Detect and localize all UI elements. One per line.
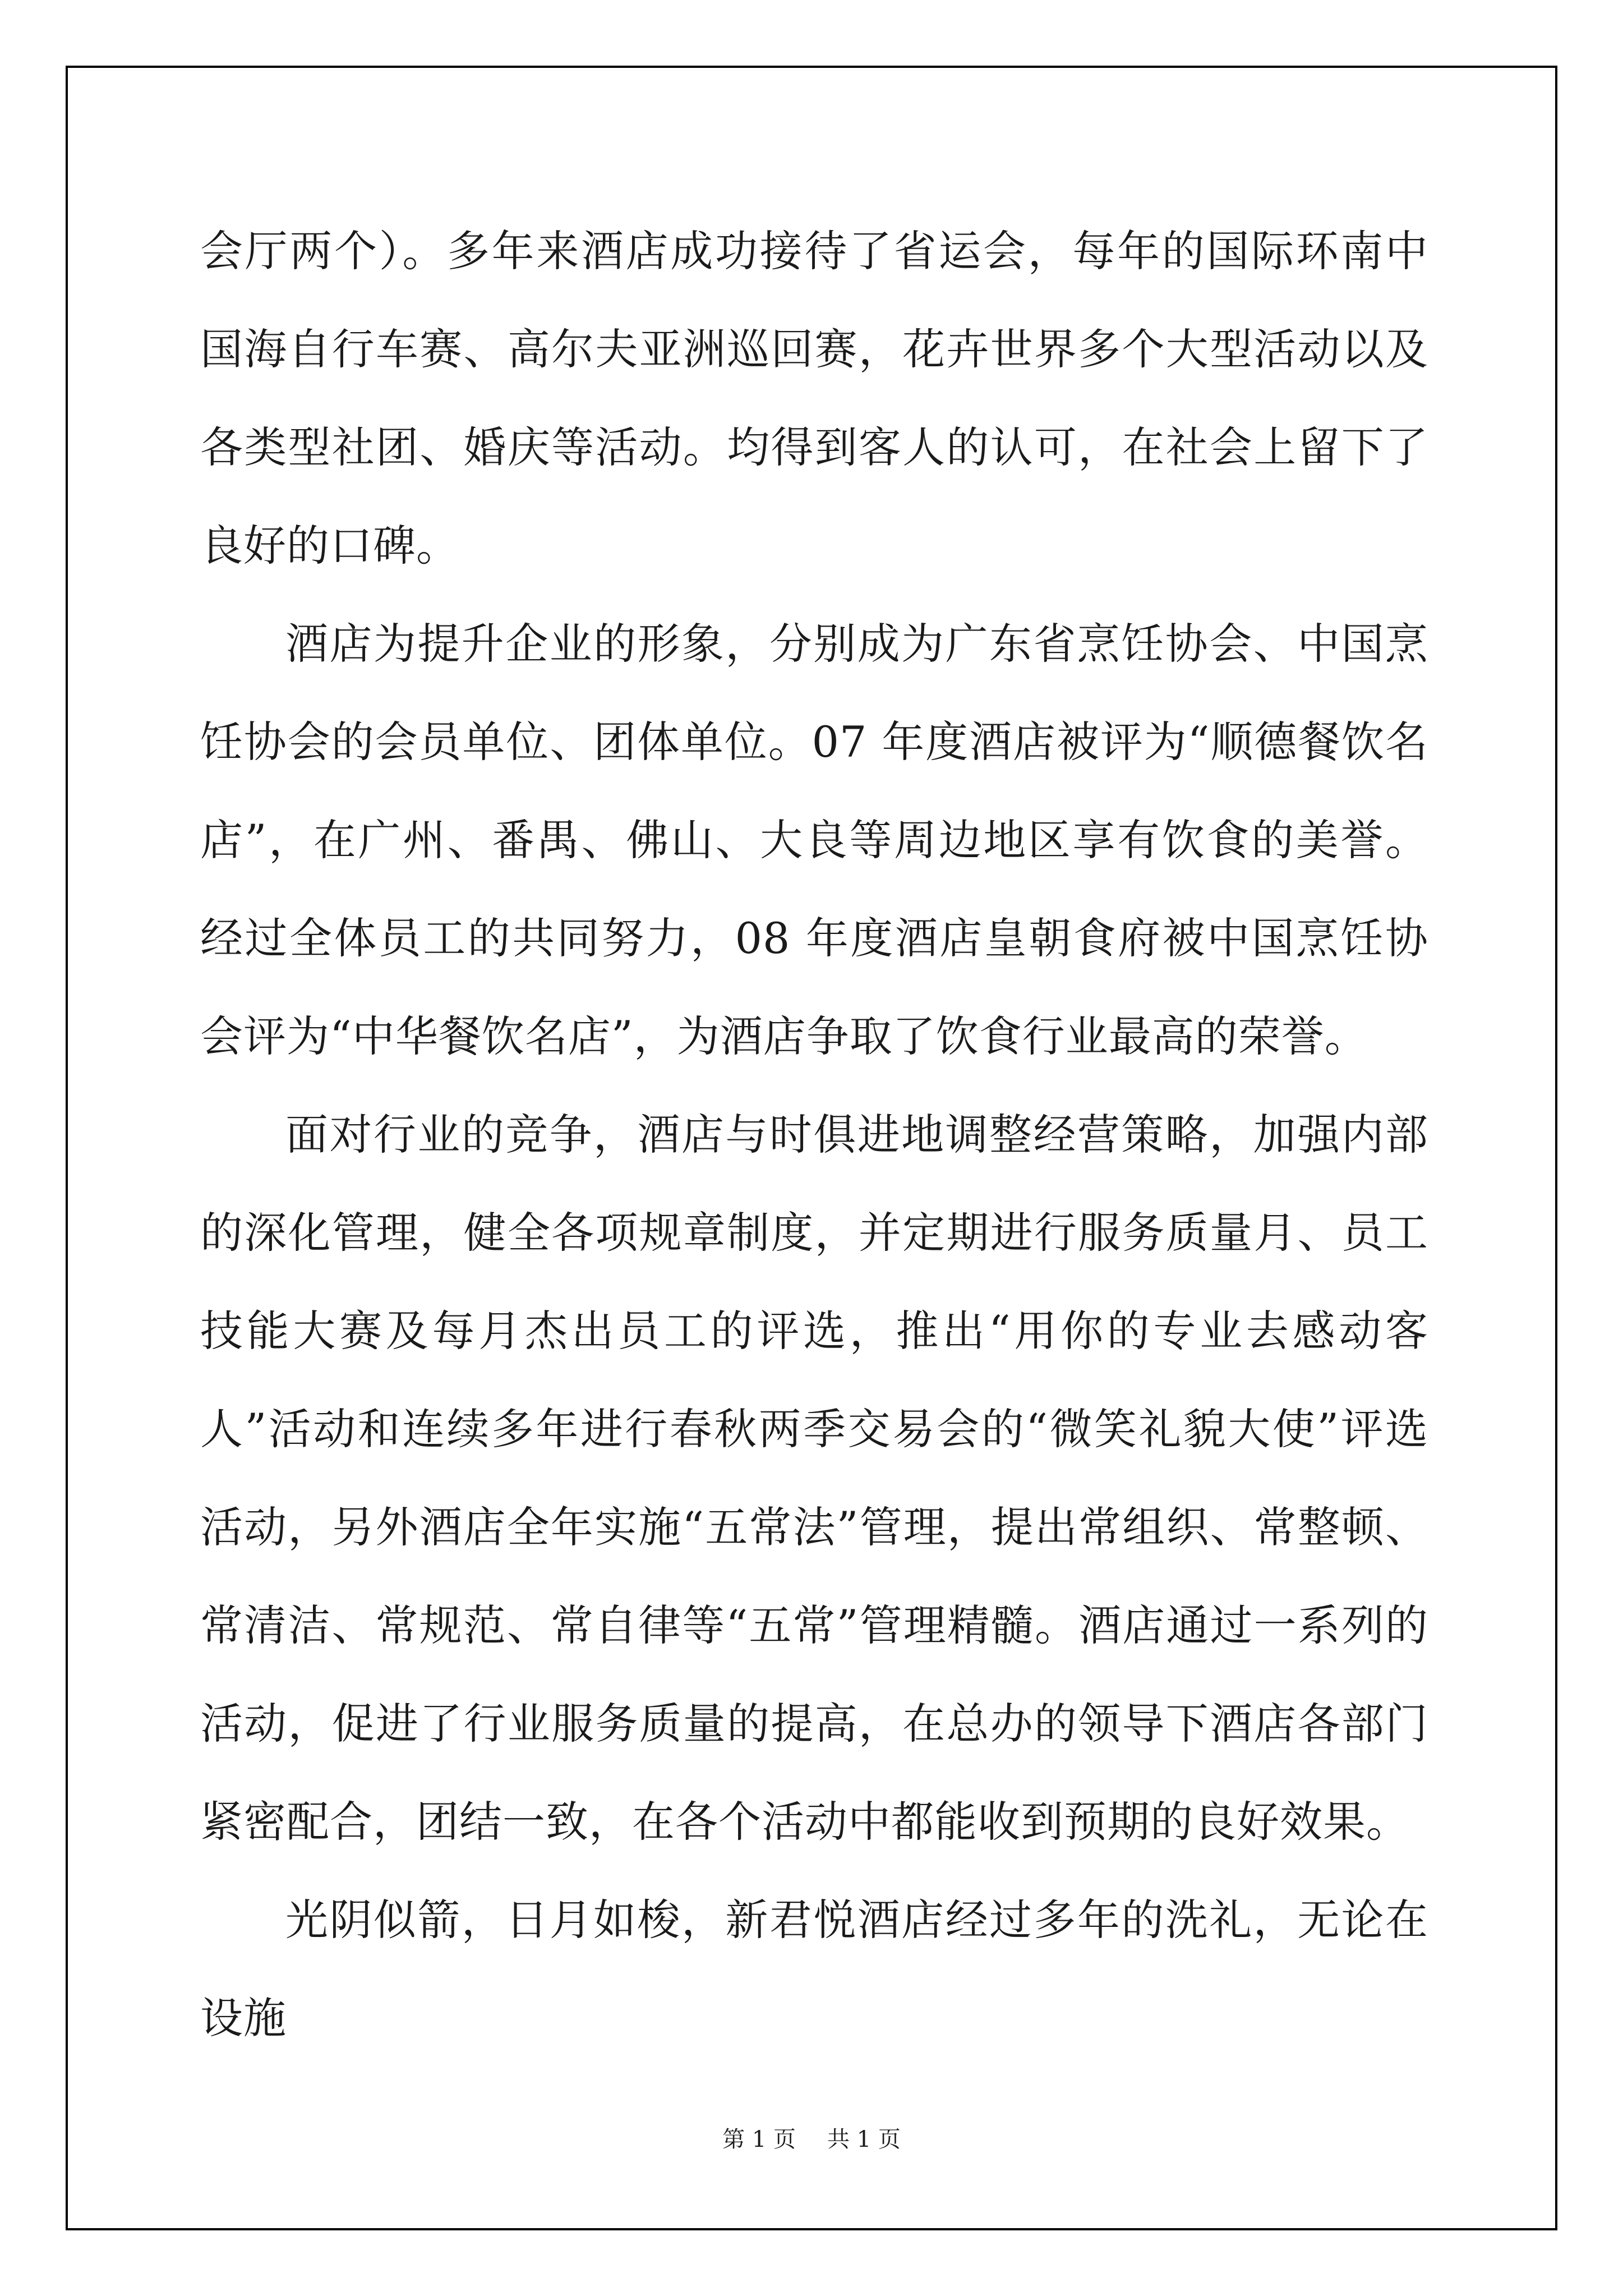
page-number-total: 共 1 页 [827, 2127, 901, 2152]
paragraph-4: 光阴似箭，日月如梭，新君悦酒店经过多年的洗礼，无论在设施 [200, 1895, 1428, 2043]
paragraph-2: 酒店为提升企业的形象，分别成为广东省烹饪协会、中国烹饪协会的会员单位、团体单位。07 年度酒店被评为“顺德餐饮名店”，在广州、番禺、佛山、大良等周边地区享有饮食的美誉。经过全体员工的共同努力，08 年度酒店皇朝食府被中国烹饪协会评为“中华餐饮名店”，为酒店争取了饮食行业最高的荣誉。 [200, 619, 1428, 1061]
page-number-current: 第 1 页 [722, 2127, 796, 2152]
document-body [200, 202, 1428, 2067]
paragraph-1: 会厅两个）。多年来酒店成功接待了省运会，每年的国际环南中国海自行车赛、高尔夫亚洲巡回赛，花卉世界多个大型活动以及各类型社团、婚庆等活动。均得到客人的认可，在社会上留下了良好的口碑。 [200, 226, 1428, 570]
paragraph-3: 面对行业的竞争，酒店与时俱进地调整经营策略，加强内部的深化管理，健全各项规章制度，并定期进行服务质量月、员工技能大赛及每月杰出员工的评选，推出“用你的专业去感动客人”活动和连续多年进行春秋两季交易会的“微笑礼貌大使”评选活动，另外酒店全年实施“五常法”管理，提出常组织、常整顿、常清洁、常规范、常自律等“五常”管理精髓。酒店通过一系列的活动，促进了行业服务质量的提高，在总办的领导下酒店各部门紧密配合，团结一致，在各个活动中都能收到预期的良好效果。 [200, 1110, 1428, 1847]
page-footer [0, 2122, 1623, 2154]
